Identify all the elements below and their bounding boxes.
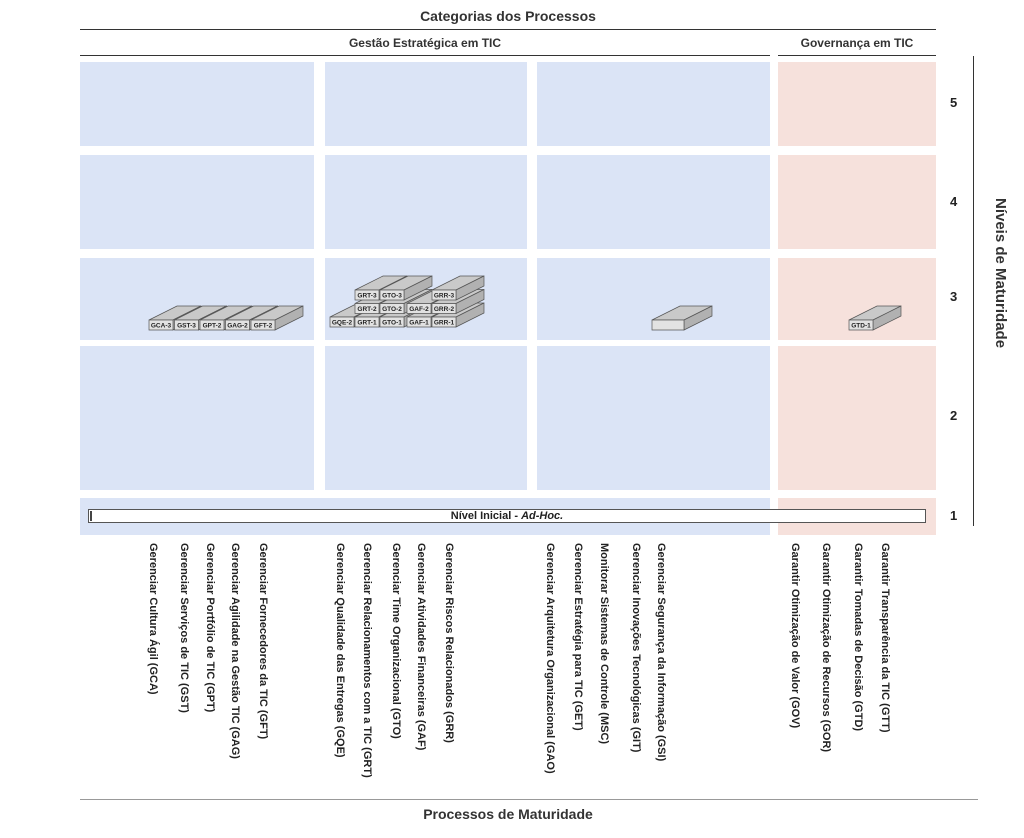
block-gaf-2-label: GAF-2 <box>409 306 429 313</box>
initial-level-adhoc: Ad-Hoc. <box>521 510 564 522</box>
level-4-label: 4 <box>950 194 958 209</box>
process-label-2: Gerenciar Serviços de TIC (GST) <box>178 543 190 713</box>
block-grr-2-label: GRR-2 <box>433 306 455 313</box>
category-management: Gestão Estratégica em TIC <box>348 36 502 50</box>
process-label-10: Gerenciar Riscos Relacionados (GRR) <box>443 543 455 743</box>
process-label-11: Gerenciar Arquitetura Organizacional (GAO) <box>544 543 556 774</box>
level-2-label: 2 <box>950 408 958 423</box>
process-label-5: Gerenciar Fornecedores da TIC (GFT) <box>257 543 269 740</box>
x-axis-title: Processos de Maturidade <box>423 806 593 822</box>
block-gto-3-label: GTO-3 <box>382 292 402 300</box>
process-label-16: Garantir Otimização de Valor (GOV) <box>789 543 801 729</box>
process-label-18: Garantir Tomadas de Decisão (GTD) <box>852 543 864 732</box>
block-gqe-2-label: GQE-2 <box>331 319 353 327</box>
block-col3-level3-front <box>652 320 684 330</box>
process-label-7: Gerenciar Relacionamentos com a TIC (GRT) <box>361 543 373 778</box>
block-grt-1-label: GRT-1 <box>357 319 377 327</box>
footer-line <box>80 799 978 800</box>
block-gaf-1-label: GAF-1 <box>409 319 429 327</box>
process-label-1: Gerenciar Cultura Ágil (GCA) <box>147 543 159 695</box>
process-label-6: Gerenciar Qualidade das Entregas (GQE) <box>334 543 346 758</box>
level-1-label: 1 <box>950 508 958 523</box>
block-gft-2-label: GFT-2 <box>253 322 273 330</box>
block-gto-1-label: GTO-1 <box>382 319 402 327</box>
block-gst-3-label: GST-3 <box>177 322 196 330</box>
process-label-13: Monitorar Sistemas de Controle (MSC) <box>598 543 610 745</box>
level-5-label: 5 <box>950 95 958 110</box>
process-label-17: Garantir Otimização de Recursos (GOR) <box>820 543 832 753</box>
block-gtd-1-label: GTD-1 <box>851 322 871 330</box>
block-gto-2-label: GTO-2 <box>382 306 402 313</box>
level-3-label: 3 <box>950 289 958 304</box>
block-gag-2-label: GAG-2 <box>227 322 248 330</box>
process-label-19: Garantir Transparência da TIC (GTT) <box>879 543 891 733</box>
block-gca-3-label: GCA-3 <box>150 322 172 330</box>
block-grr-3-label: GRR-3 <box>433 292 455 300</box>
block-grt-3-label: GRT-3 <box>357 292 377 300</box>
process-label-15: Gerenciar Segurança da Informação (GSI) <box>655 543 667 762</box>
block-gtd-1 <box>849 306 901 330</box>
process-label-3: Gerenciar Portfólio de TIC (GPT) <box>204 543 216 713</box>
process-label-8: Gerenciar Time Organizacional (GTO) <box>390 543 402 739</box>
process-label-4: Gerenciar Agilidade na Gestão TIC (GAG) <box>229 543 241 759</box>
block-grr-1-label: GRR-1 <box>433 319 455 327</box>
diagram-title: Categorias dos Processos <box>420 8 596 24</box>
block-gpt-2-label: GPT-2 <box>202 322 222 330</box>
block-grt-2-label: GRT-2 <box>357 306 377 313</box>
category-governance: Governança em TIC <box>800 36 914 50</box>
y-axis-title: Níveis de Maturidade <box>992 198 1009 349</box>
block-col3-level3 <box>652 306 712 330</box>
initial-level-prefix: Nível Inicial - <box>450 510 522 522</box>
process-label-12: Gerenciar Estratégia para TIC (GET) <box>572 543 584 731</box>
process-label-9: Gerenciar Atividades Financeiras (GAF) <box>415 543 427 751</box>
process-label-14: Gerenciar Inovações Tecnológicas (GIT) <box>630 543 642 753</box>
